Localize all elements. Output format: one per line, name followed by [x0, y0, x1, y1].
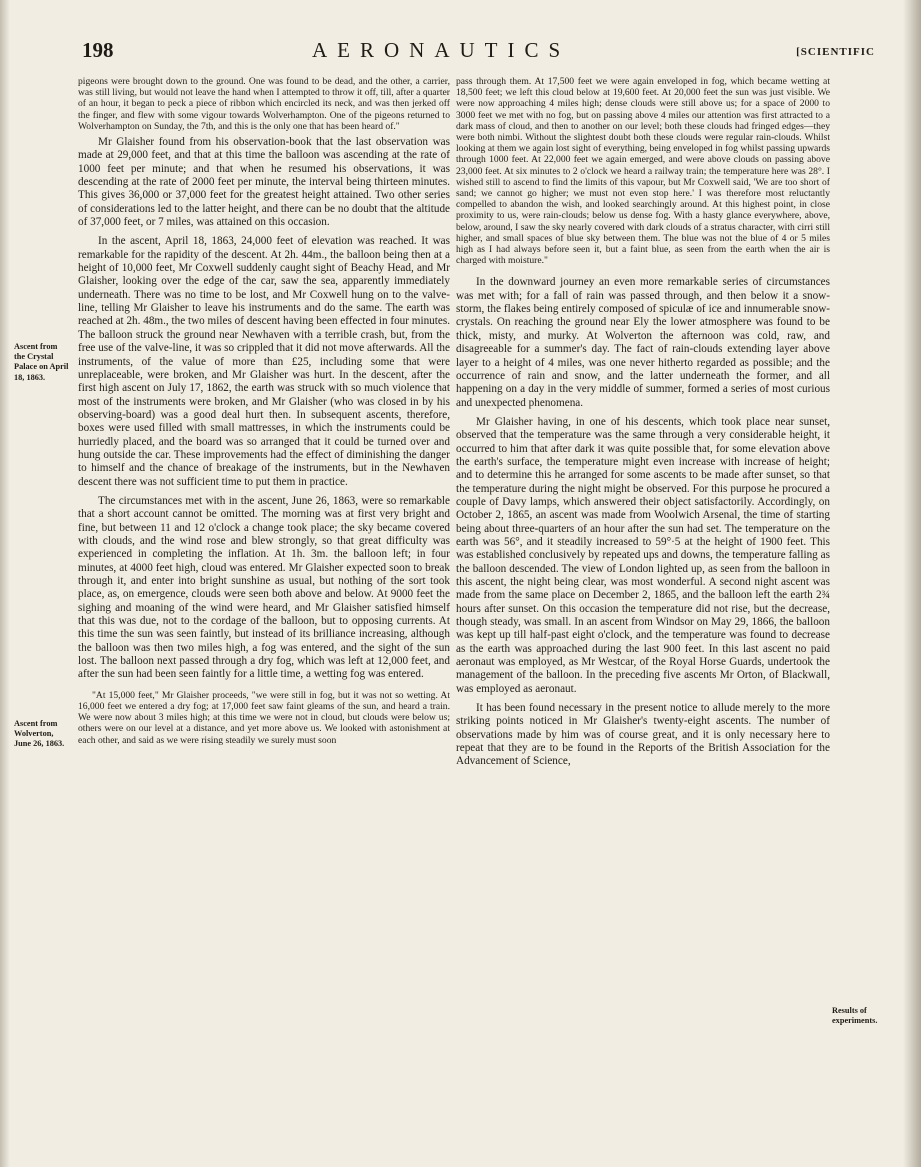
left-footnote	[78, 690, 450, 746]
margin-note-results: Results of experiments.	[832, 1006, 878, 1026]
paragraph: In the downward journey an even more remarkable series of circumstances was met with; for a fall of rain was passed through, and then below it a snow-storm, the flakes being entirely composed of spiculæ of ice and innumerable snow-crystals. On reaching the ground near Ely the lower atmosphere was found to be thick, misty, and murky. At Wolverton the afternoon was cold, raw, and disagreeable for a summer's day. The fact of rain-clouds extending layer above layer to a height of 4 miles, was one never hitherto regarded as possible; and the occurrence of rain and snow, and the latter underneath the former, and all happening on a day in the very middle of summer, formed a series of most curious and unexpected phenomena.	[456, 276, 830, 409]
page-number: 198	[82, 38, 114, 62]
paragraph: The circumstances met with in the ascent, June 26, 1863, were so remarkable that a short account cannot be omitted. The morning was at first very bright and fine, but between 11 and 12 o'clock a change took place; the sky became covered with clouds, and the wind rose and blew strongly, so that great difficulty was experienced in completing the inflation. At 1h. 3m. the balloon left; in four minutes, at 4000 feet high, cloud was entered. Mr Glaisher expected soon to break through it, and enter into bright sunshine as usual, but nothing of the sort took place, as, on emergence, clouds were seen both above and below. At 9000 feet the sighing and moaning of the wind were heard, and Mr Glaisher satisfied himself that this was due, not to the cordage of the balloon, but to opposing currents. At this time the sun was seen faintly, but instead of its brilliance increasing, although the balloon was then two miles high, a fog was entered, and the sight of the sun lost. The balloon next passed through a dry fog, which was left at 12,000 feet, and after the sun had been seen faintly for a little time, a wetting fog was entered.	[78, 494, 450, 681]
left-column	[78, 76, 450, 750]
right-column	[456, 76, 830, 775]
paragraph: It has been found necessary in the present notice to allude merely to the more striking points noticed in Mr Glaisher's twenty-eight ascents. The number of observations made by him was of course great, and it is only necessary here to repeat that they are to be found in the Reports of the British Association for the Advancement of Science,	[456, 702, 830, 768]
page-spine-shadow	[0, 0, 10, 1167]
paragraph: pigeons were brought down to the ground. One was found to be dead, and the other, a carrier, was still living, but would not leave the hand when I attempted to throw it off, till, after a quarter of an hour, it began to peck a piece of ribbon which encircled its neck, and was then jerked off the finger, and flew with some vigour towards Wolverhampton. One of the pigeons returned to Wolverhampton on Sunday, the 7th, and this is the only one that has been heard of."	[78, 76, 450, 132]
margin-note-wolverton: Ascent from Wolverton, June 26, 1863.	[14, 719, 65, 749]
section-label: [SCIENTIFIC	[796, 46, 875, 58]
page-header	[82, 38, 881, 68]
paragraph: Mr Glaisher found from his observation-book that the last observation was made at 29,000 feet, and that at this time the balloon was ascending at the rate of 1000 feet per minute; and that when he resumed his observations, it was descending at the rate of 2000 feet per minute, the interval being thirteen minutes. This gives 36,000 or 37,000 feet for the greatest height attained. Two other series of considerations led to the latter height, and there can be no doubt that the altitude of 37,000 feet, or 7 miles, was attained on this occasion.	[78, 136, 450, 229]
page-fold-shadow	[903, 0, 921, 1167]
paragraph: Mr Glaisher having, in one of his descents, which took place near sunset, observed that the temperature was the same through a very considerable height, it occurred to him that after dark it was quite possible that, for some elevation above the earth's surface, the temperature might even increase with increase of height; and to determine this he arranged for some ascents to be made after sunset, so that the temperature during the night might be observed. For this purpose he procured a couple of Davy lamps, which answered their object satisfactorily. Accordingly, on October 2, 1865, an ascent was made from Woolwich Arsenal, the time of starting being about three-quarters of an hour after the sun had set. The temperature on the earth was 56°, and it steadily increased to 59°·5 at the height of 1900 feet. This was established conclusively by repeated ups and downs, the temperature falling as the balloon descended. The view of London lighted up, as seen from the balloon in this ascent, the night being clear, was most wonderful. A second night ascent was made from the same place on December 2, 1865, and the balloon left the earth 2¾ hours after sunset. On this occasion the temperature did not rise, but the decrease, though steady, was small. In an ascent from Windsor on May 29, 1866, the balloon was kept up till half-past eight o'clock, and the temperature was found to decrease as the earth was approached during the last 900 feet. In this last ascent no paid aeronaut was employed, as Mr Westcar, of the Royal Horse Guards, undertook the management of the balloon. In the preceding five ascents Mr Orton, of Blackwall, was employed as aeronaut.	[456, 415, 830, 695]
paragraph: In the ascent, April 18, 1863, 24,000 feet of elevation was reached. It was remarkable for the rapidity of the descent. At 2h. 44m., the balloon being then at a height of 10,000 feet, Mr Coxwell suddenly caught sight of Beachy Head, and Mr Glaisher, looking over the edge of the car, saw the sea, apparently immediately underneath. There was no time to be lost, and Mr Coxwell hung on to the valve-line, telling Mr Glaisher to leave his instruments and do the same. The earth was reached at 2h. 48m., the two miles of descent having been effected in four minutes. The balloon struck the ground near Newhaven with a terrible crash, but, from the free use of the valve-line, it was so crippled that it did not move afterwards. All the instruments, of the value of more than £25, including some that were unreplaceable, were broken, and Mr Glaisher was hurt. In the descent, after the first high ascent on July 17, 1862, the earth was struck with so much violence that most of the instruments were broken, and Mr Glaisher (who was closed in by his observing-board) was a good deal hurt then. In subsequent ascents, therefore, boxes were used filled with small mattresses, in which the instruments could be hurriedly placed, and the board was so arranged that it could be turned over and hung outside the car. These improvements had the effect of diminishing the danger to himself and the chance of breakage of the instruments, but in the Newhaven descent there was not sufficient time to put them in practice.	[78, 235, 450, 488]
right-footnote	[456, 76, 830, 266]
margin-note-crystal-palace: Ascent from the Crystal Palace on April 18, 1863.	[14, 342, 69, 382]
footnote-text: "At 15,000 feet," Mr Glaisher proceeds, "we were still in fog, but it was not so wetting. At 16,000 feet we entered a dry fog; at 17,000 feet saw faint gleams of the sun, and heard a train. We were now about 3 miles high; at this time we were not in cloud, but clouds were below us; others were on our level at a distance, and yet more above us. We looked with astonishment at each other, and said as we were rising steadily we surely must soon	[78, 689, 450, 746]
running-title: AERONAUTICS	[312, 38, 571, 62]
footnote-text: pass through them. At 17,500 feet we were again enveloped in fog, which became wetting at 18,500 feet; we left this cloud below at 19,600 feet. At 20,000 feet the sun was just visible. We were now approaching 4 miles high; dense clouds were still above us; for a space of 2000 to 3000 feet we met with no fog, but on passing above 4 miles our attention was first attracted to a dark mass of cloud, and then to another on our level; both these clouds had fringed edges—they were both nimbi. Without the slightest doubt both these clouds were regular rain-clouds. Whilst looking at them we again lost sight of everything, being enveloped in fog whilst passing upwards through 1000 feet. At 22,000 feet we again emerged, and were above clouds on passing above 23,000 feet. At six minutes to 2 o'clock we heard a railway train; the temperature here was 28°. I wished still to ascend to find the limits of this vapour, but Mr Coxwell said, 'We are too short of sand; we cannot go higher; we must not even stop here.' I was therefore most reluctantly compelled to abandon the wish, and looked searchingly around. At this highest point, in close proximity to us, were rain-clouds; below us dense fog. With a hasty glance everywhere, above, below, around, I saw the sky nearly covered with dark clouds of a stratus character, with cirri still higher, and small spaces of blue sky between them. The blue was not the blue of 4 or 5 miles high as I had always before seen it, but a faint blue, as seen from the earth when the air is charged with moisture."	[456, 76, 830, 267]
left-opening-quote	[78, 76, 450, 132]
